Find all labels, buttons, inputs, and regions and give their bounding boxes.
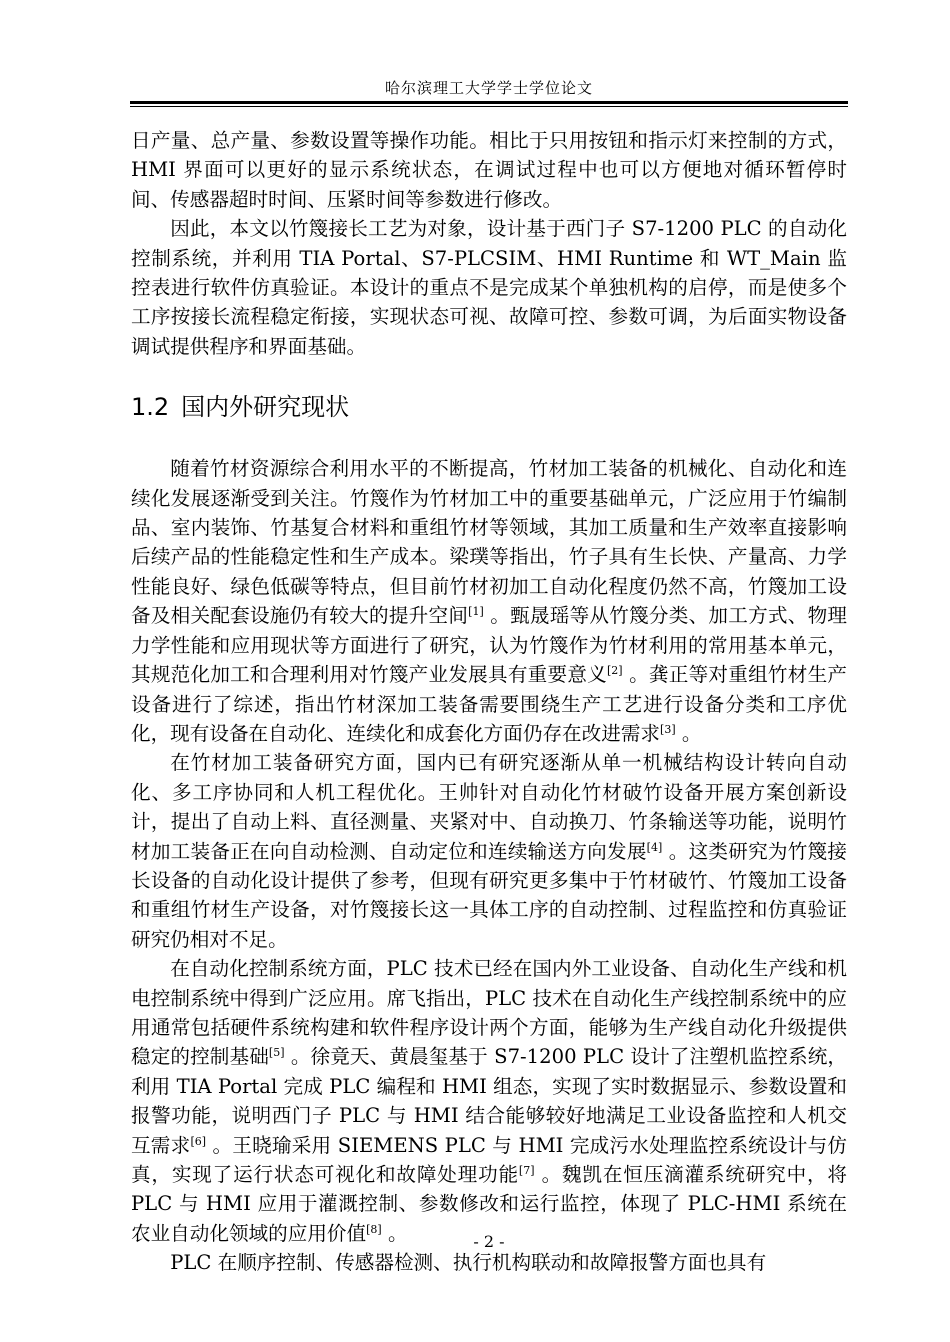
text-run: 在自动化控制系统方面，PLC 技术已经在国内外工业设备、自动化生产线和机电控制系统中得到广泛应用。席飞指出，PLC 技术在自动化生产线控制系统中的应用通常包括硬件系统构建和软件程序设计两个方面，能够为生产线自动化升级提供稳定的控制基础 [131,957,847,1069]
paragraph-plc-research [131,954,847,1248]
section-number: 1.2 [131,393,170,422]
citation-ref: [6] [190,1134,207,1148]
text-run: 。甄晟瑶等从竹篾分类、加工方式、物理力学性能和应用现状等方面进行了研究，认为竹篾作为竹材利用的常用基本单元，其规范化加工和合理利用对竹篾产业发展具有重要意义 [131,604,847,687]
text-run: 。 [381,1221,408,1245]
header-rule-thick [130,101,848,104]
paragraph-plc-functions: PLC 在顺序控制、传感器检测、执行机构联动和故障报警方面也具有 [170,1251,767,1275]
citation-ref: [3] [660,722,676,736]
citation-ref: [7] [518,1164,535,1177]
page-number: - 2 - [473,1232,505,1251]
text-run: 。这类研究为竹篾接长设备的自动化设计提供了参考，但现有研究更多集中于竹材破竹、竹篾加工设备和重组竹材生产设备，对竹篾接长这一具体工序的自动控制、过程监控和仿真验证研究仍相对不足。 [131,839,847,951]
page-body [131,126,847,1278]
text-run: 。徐竟天、黄晨玺基于 S7-1200 PLC 设计了注塑机监控系统，利用 TIA Portal 完成 PLC 编程和 HMI 组态，实现了实时数据显示、参数设置和报警功能，说明西门子 PLC 与 HMI 结合能够较好地满足工业设备监控和人机交互需求 [131,1045,847,1157]
running-header: 哈尔滨理工大学学士学位论文 [384,79,593,97]
citation-ref: [5] [268,1046,285,1060]
paragraph-continued: 日产量、总产量、参数设置等操作功能。相比于只用按钮和指示灯来控制的方式，HMI 界面可以更好的显示系统状态，在调试过程中也可以方便地对循环暂停时间、传感器超时时间、压紧时间等参数进行修改。 [131,129,847,211]
paragraph-design-goal: 因此，本文以竹篾接长工艺为对象，设计基于西门子 S7-1200 PLC 的自动化控制系统，并利用 TIA Portal、S7-PLCSIM、HMI Runtime 和 WT_Main 监控表进行软件仿真验证。本设计的重点不是完成某个单独机构的启停，而是使多个工序按接长流程稳定衔接，实现状态可视、故障可控、参数可调，为后面实物设备调试提供程序和界面基础。 [131,217,847,358]
citation-ref: [1] [468,605,484,619]
section-title: 国内外研究现状 [181,393,350,422]
text-run: 。 [675,721,702,745]
section-heading [131,391,847,423]
text-run: 。魏凯在恒压滴灌系统研究中，将 PLC 与 HMI 应用于灌溉控制、参数修改和运行监控，体现了 PLC-HMI 系统在农业自动化领域的应用价值 [131,1163,847,1245]
text-run: 。龚正等对重组竹材生产设备进行了综述，指出竹材深加工装备需要围绕生产工艺进行设备分类和工序优化，现有设备在自动化、连续化和成套化方面仍存在改进需求 [131,663,848,745]
citation-ref: [4] [646,840,663,854]
citation-ref: [8] [366,1222,382,1236]
text-run: 在竹材加工装备研究方面，国内已有研究逐渐从单一机械结构设计转向自动化、多工序协同和人机工程优化。王帅针对自动化竹材破竹设备开展方案创新设计，提出了自动上料、直径测量、夹紧对中、自动换刀、竹条输送等功能，说明竹材加工装备正在向自动检测、自动定位和连续输送方向发展 [131,751,847,863]
citation-ref: [2] [607,664,623,678]
paragraph-bamboo-processing [131,454,847,748]
header-rule-thin [130,106,848,107]
text-run: 随着竹材资源综合利用水平的不断提高，竹材加工装备的机械化、自动化和连续化发展逐渐受到关注。竹篾作为竹材加工中的重要基础单元，广泛应用于竹编制品、室内装饰、竹基复合材料和重组竹材等领域，其加工质量和生产效率直接影响后续产品的性能稳定性和生产成本。梁璞等指出，竹子具有生长快、产量高、力学性能良好、绿色低碳等特点，但目前竹材初加工自动化程度仍然不高，竹篾加工设备及相关配套设施仍有较大的提升空间 [131,457,847,628]
paragraph-equipment-research [131,748,847,954]
text-run: 。王晓瑜采用 SIEMENS PLC 与 HMI 完成污水处理监控系统设计与仿真，实现了运行状态可视化和故障处理功能 [131,1133,847,1186]
